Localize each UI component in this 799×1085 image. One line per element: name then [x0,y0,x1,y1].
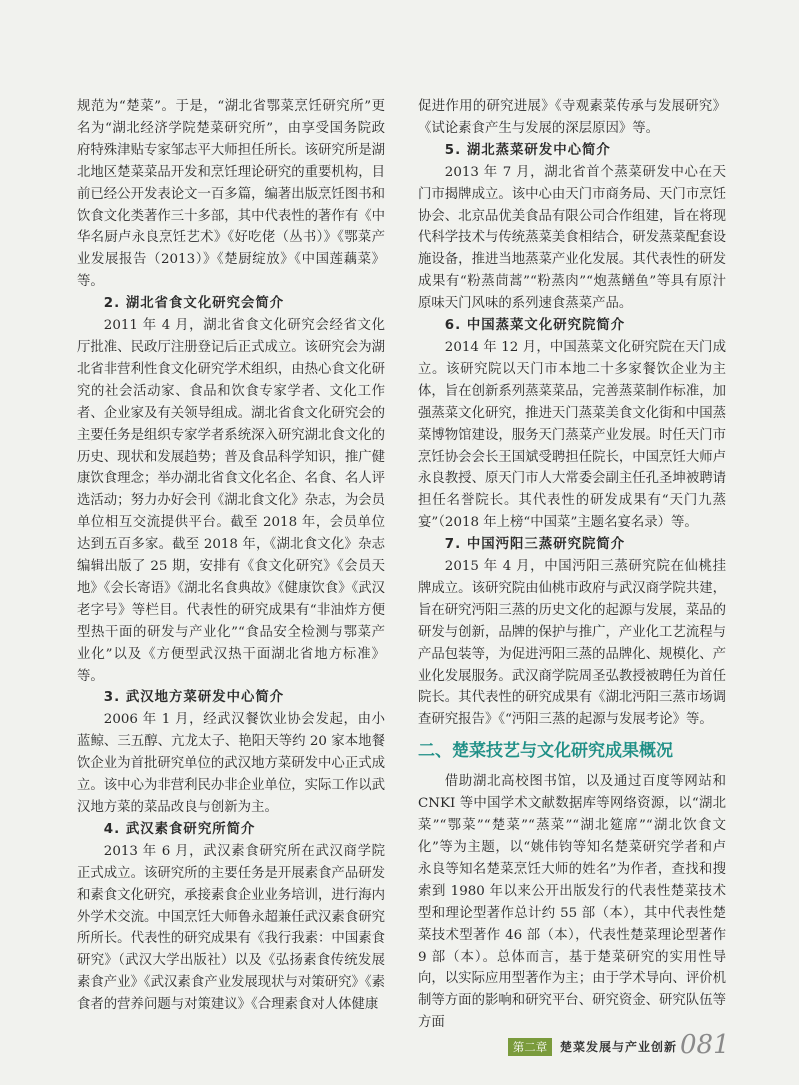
paragraph: 2013 年 6 月，武汉素食研究所在武汉商学院正式成立。该研究所的主要任务是开展素食产品研发和素食文化研究，承接素食企业业务培训，进行海内外学术交流。中国烹饪大师鲁永超兼任武汉素食研究所所长。代表性的研究成果有《我行我素：中国素食研究》（武汉大学出版社）以及《弘扬素食传统发展素食产业》《武汉素食产业发展现状与对策研究》《素食者的营养问题与对策建议》《合理素食对人体健康 [77,843,385,1013]
section-heading: 4. 武汉素食研究所简介 [103,821,256,837]
chapter-badge: 第二章 [508,1038,552,1056]
right-column [418,96,726,1034]
section-heading: 6. 中国蒸菜文化研究院简介 [444,318,626,334]
paragraph: 2013 年 7 月，湖北省首个蒸菜研发中心在天门市揭牌成立。该中心由天门市商务局、天门市烹饪协会、北京品优美食品有限公司合作组建，旨在将现代科学技术与传统蒸菜美食相结合，研发蒸菜配套设施设备，推进当地蒸菜产业化发展。其代表性的研发成果有“粉蒸茼蒿”“粉蒸肉”“炮蒸鳝鱼”等具有原汁原味天门风味的系列速食蒸菜产品。 [418,164,726,312]
paragraph: 借助湖北高校图书馆，以及通过百度等网站和 CNKI 等中国学术文献数据库等网络资源，以“湖北菜”“鄂菜”“楚菜”“蒸菜”“湖北筵席”“湖北饮食文化”等为主题，以“姚伟钧等知名楚菜研究学者和卢永良等知名楚菜烹饪大师的姓名”为作者，查找和搜索到 1980 年以来公开出版发行的代表性楚菜技术型和理论型著作总计约 55 部（本），其中代表性楚菜技术型著作 46 部（本），代表性楚菜理论型著作 9 部（本）。总体而言，基于楚菜研究的实用性导向，以实际应用型著作为主；由于学术导向、评价机制等方面的影响和研究平台、研究资金、研究队伍等方面 [418,774,726,1031]
page-footer [508,1032,738,1062]
section-heading: 3. 武汉地方菜研发中心简介 [103,690,285,706]
section-heading: 7. 中国沔阳三蒸研究院简介 [444,537,626,553]
chapter-section-title: 二、楚菜技艺与文化研究成果概况 [418,741,673,762]
page-number: 081 [680,1030,730,1060]
paragraph: 2014 年 12 月，中国蒸菜文化研究院在天门成立。该研究院以天门市本地二十多家餐饮企业为主体，旨在创新系列蒸菜菜品，完善蒸菜制作标准，加强蒸菜文化研究，推进天门蒸菜美食文化街和中国蒸菜博物馆建设，服务天门蒸菜产业发展。时任天门市烹饪协会会长王国斌受聘担任院长，中国烹饪大师卢永良教授、原天门市人大常委会副主任孔圣坤被聘请担任名誉院长。其代表性的研发成果有“天门九蒸宴”（2018 年上榜“中国菜”主题名宴名录）等。 [418,339,726,531]
section-heading: 5. 湖北蒸菜研发中心简介 [444,142,611,158]
paragraph: 2006 年 1 月，经武汉餐饮业协会发起，由小蓝鲸、三五醇、亢龙太子、艳阳天等约 20 家本地餐饮企业为首批研究单位的武汉地方菜研发中心正式成立。该中心为非营利民办非企业单位，实际工作以武汉地方菜的菜品改良与创新为主。 [77,712,385,815]
left-column [77,96,385,1016]
chapter-title: 楚菜发展与产业创新 [560,1040,678,1054]
paragraph: 促进作用的研究进展》《寺观素菜传承与发展研究》《试论素食产生与发展的深层原因》等。 [418,99,726,136]
paragraph: 2015 年 4 月，中国沔阳三蒸研究院在仙桃挂牌成立。该研究院由仙桃市政府与武汉商学院共建，旨在研究沔阳三蒸的历史文化的起源与发展，菜品的研发与创新，品牌的保护与推广，产业化工艺流程与产品包装等，为促进沔阳三蒸的品牌化、规模化、产业化发展服务。武汉商学院周圣弘教授被聘任为首任院长。其代表性的研究成果有《湖北沔阳三蒸市场调查研究报告》《“沔阳三蒸的起源与发展考论》等。 [418,559,726,728]
section-heading: 2. 湖北省食文化研究会简介 [103,296,285,312]
paragraph: 规范为“楚菜”。于是，“湖北省鄂菜烹饪研究所”更名为“湖北经济学院楚菜研究所”，由享受国务院政府特殊津贴专家邹志平大师担任所长。该研究所是湖北地区楚菜菜品开发和烹饪理论研究的重要机构，目前已经公开发表论文一百多篇，编著出版烹饪图书和饮食文化类著作三十多部，其中代表性的著作有《中华名厨卢永良烹饪艺术》《好吃佬（丛书）》《鄂菜产业发展报告（2013）》《楚厨绽放》《中国莲藕菜》等。 [77,99,385,290]
paragraph: 2011 年 4 月，湖北省食文化研究会经省文化厅批准、民政厅注册登记后正式成立。该研究会为湖北省非营利性食文化研究学术组织，由热心食文化研究的社会活动家、食品和饮食专家学者、文化工作者、企业家及有关领导组成。湖北省食文化研究会的主要任务是组织专家学者系统深入研究湖北食文化的历史、现状和发展趋势；普及食品科学知识，推广健康饮食理念；举办湖北省食文化名企、名食、名人评选活动；努力办好会刊《湖北食文化》杂志，为会员单位相互交流提供平台。截至 2018 年，会员单位达到五百多家。截至 2018 年，《湖北食文化》杂志编辑出版了 25 期，安排有《食文化研究》《会员天地》《会长寄语》《湖北名食典故》《健康饮食》《武汉老字号》等栏目。代表性的研究成果有“非油炸方便型热干面的研发与产业化”“食品安全检测与鄂菜产业化”以及《方便型武汉热干面湖北省地方标准》等。 [77,318,385,684]
